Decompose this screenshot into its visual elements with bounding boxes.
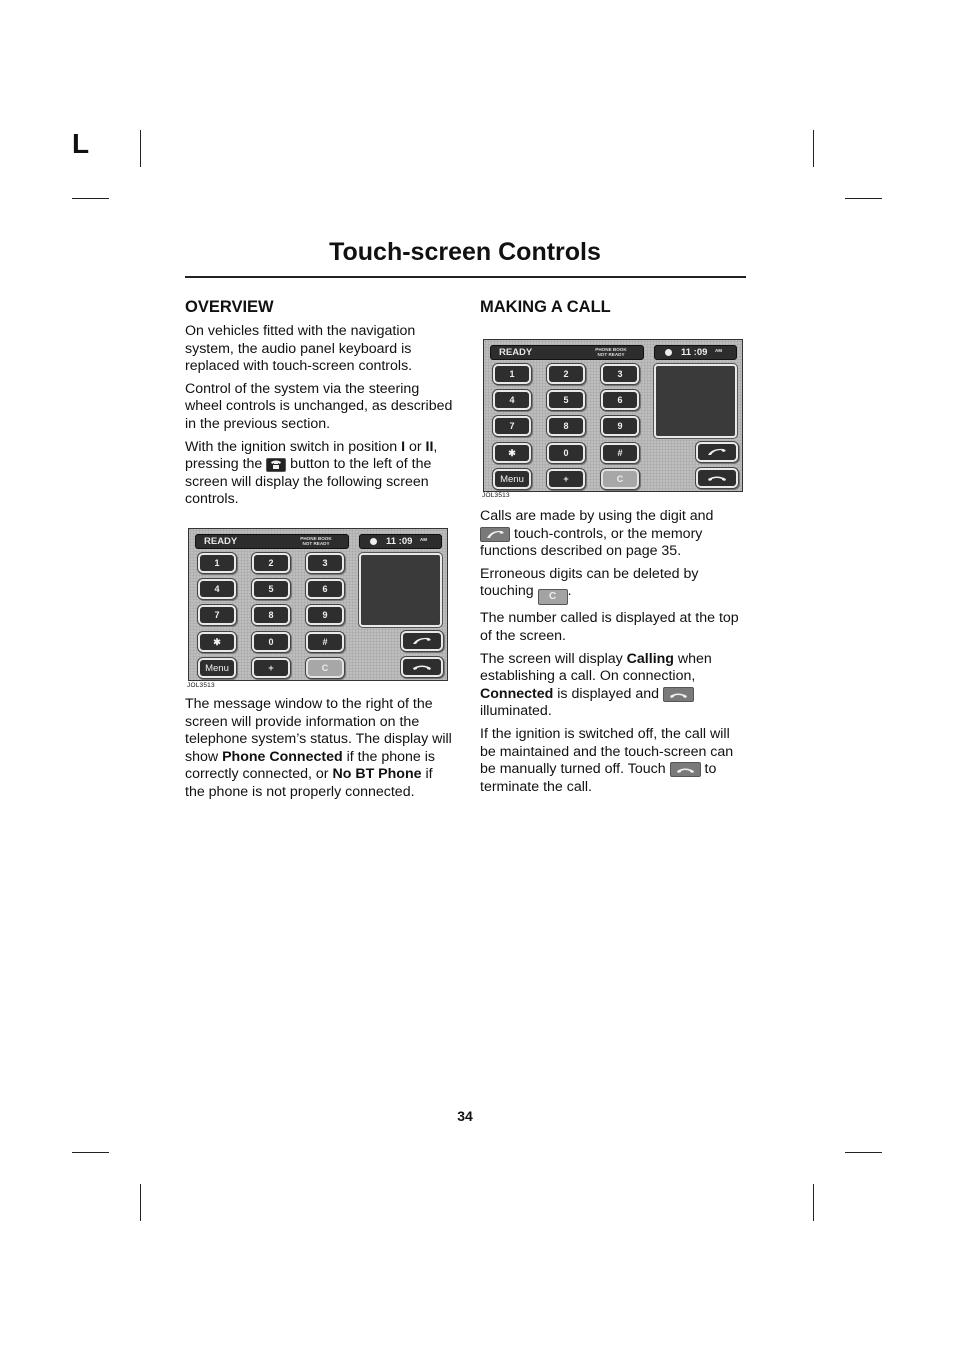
- text-run: Calls are made by using the digit and: [480, 508, 714, 524]
- figure-code: JOL3513: [482, 492, 510, 499]
- figure-code: JOL3513: [187, 682, 215, 689]
- call-handset-icon: [411, 636, 433, 646]
- text-run: button to the left of the screen will display the following screen controls.: [185, 456, 432, 508]
- key-7[interactable]: 7: [198, 605, 236, 625]
- text-run: The message window to the right of the screen will provide information on the telephone system’s status. The display will show: [185, 696, 452, 765]
- key-6[interactable]: 6: [306, 579, 344, 599]
- phonebook-status: [296, 536, 336, 546]
- key-4[interactable]: 4: [198, 579, 236, 599]
- text-run: .: [567, 583, 572, 600]
- clear-button[interactable]: C: [306, 658, 344, 678]
- clear-key-icon: C: [538, 589, 568, 605]
- clock-time: 11 :09: [386, 536, 413, 547]
- end-call-button[interactable]: [696, 468, 738, 488]
- overview-paragraph-2: Control of the system via the steering wheel controls is unchanged, as described in the previous section.: [185, 380, 453, 432]
- telephone-button-icon: [266, 458, 286, 472]
- text-run: is displayed and: [553, 685, 663, 702]
- key-9[interactable]: 9: [306, 605, 344, 625]
- overview-heading: OVERVIEW: [185, 298, 274, 316]
- key-7[interactable]: 7: [493, 416, 531, 436]
- message-window-text: [185, 696, 453, 807]
- clock-time: 11 :09: [681, 347, 708, 358]
- key-0[interactable]: 0: [547, 443, 585, 463]
- page-number: 34: [457, 1108, 473, 1124]
- key-hash[interactable]: #: [306, 632, 344, 652]
- end-call-handset-icon: [670, 762, 701, 777]
- key-0[interactable]: 0: [252, 632, 290, 652]
- crop-mark: [845, 1152, 882, 1153]
- text-run: to terminate the call.: [480, 761, 717, 795]
- phone-touch-screen-figure: [483, 339, 743, 492]
- key-3[interactable]: 3: [306, 553, 344, 573]
- status-bar: [195, 534, 349, 549]
- call-handset-icon: [706, 447, 728, 457]
- text-run: or: [405, 438, 426, 455]
- bold-run: II: [425, 438, 434, 455]
- phonebook-line-1: PHONE BOOK: [300, 536, 332, 541]
- bold-run: Phone Connected: [222, 748, 343, 765]
- key-star[interactable]: ✱: [493, 443, 531, 463]
- key-4[interactable]: 4: [493, 390, 531, 410]
- overview-paragraph-1: On vehicles fitted with the navigation system, the audio panel keyboard is replaced with touch-screen controls.: [185, 323, 416, 375]
- overview-text: [185, 323, 453, 514]
- end-call-button[interactable]: [401, 657, 443, 677]
- status-bar: [490, 345, 644, 360]
- clock-icon: [370, 538, 377, 545]
- key-5[interactable]: 5: [252, 579, 290, 599]
- call-button[interactable]: [696, 442, 738, 462]
- text-run: if the phone is not properly connected.: [185, 766, 433, 800]
- message-window-paragraph: [185, 696, 453, 802]
- status-text: READY: [204, 536, 238, 547]
- message-window: [654, 364, 737, 438]
- message-window: [359, 553, 442, 627]
- key-3[interactable]: 3: [601, 364, 639, 384]
- crop-mark: [140, 1184, 141, 1221]
- text-run: With the ignition switch in position: [185, 438, 402, 455]
- clock-bar: [359, 534, 442, 549]
- phonebook-line-1: PHONE BOOK: [595, 347, 627, 352]
- bold-run: I: [401, 438, 406, 455]
- crop-mark: [72, 198, 109, 199]
- text-run: when establishing a call. On connection,: [480, 650, 712, 685]
- status-text: READY: [499, 347, 533, 358]
- key-star[interactable]: ✱: [198, 632, 236, 652]
- section-letter: L: [72, 128, 90, 159]
- bold-run: No BT Phone: [332, 766, 422, 783]
- key-hash[interactable]: #: [601, 443, 639, 463]
- bold-run: Calling: [626, 650, 674, 667]
- key-1[interactable]: 1: [493, 364, 531, 384]
- overview-paragraph-3: [185, 439, 453, 509]
- text-run: Erroneous digits can be deleted by touching: [480, 565, 699, 600]
- key-9[interactable]: 9: [601, 416, 639, 436]
- bold-run: Connected: [480, 685, 554, 702]
- crop-mark: [140, 130, 141, 167]
- making-call-paragraph-5: [480, 726, 746, 796]
- text-run: touch-controls, or the memory functions described on page 35.: [480, 525, 703, 560]
- making-a-call-text: [480, 508, 746, 801]
- making-a-call-heading: MAKING A CALL: [480, 298, 611, 316]
- clock-ampm: AM: [420, 537, 427, 542]
- key-2[interactable]: 2: [252, 553, 290, 573]
- end-call-handset-icon: [706, 473, 728, 483]
- text-run: The screen will display: [480, 650, 627, 667]
- end-call-handset-icon: [411, 662, 433, 672]
- call-handset-icon: [480, 527, 510, 542]
- phonebook-line-2: NOT READY: [597, 352, 625, 357]
- crop-mark: [813, 130, 814, 167]
- making-call-paragraph-3: The number called is displayed at the top of the screen.: [480, 610, 739, 644]
- phonebook-status: [591, 347, 631, 357]
- making-call-paragraph-2: [480, 566, 746, 606]
- clear-button[interactable]: C: [601, 469, 639, 489]
- menu-button[interactable]: Menu: [493, 469, 531, 489]
- clock-ampm: AM: [715, 348, 722, 353]
- key-1[interactable]: 1: [198, 553, 236, 573]
- key-2[interactable]: 2: [547, 364, 585, 384]
- making-call-paragraph-1: [480, 508, 746, 561]
- plus-button[interactable]: +: [252, 658, 290, 678]
- making-call-paragraph-4: [480, 651, 746, 721]
- key-8[interactable]: 8: [252, 605, 290, 625]
- phone-touch-screen-figure: [188, 528, 448, 681]
- text-run: if the phone is correctly connected, or: [185, 748, 435, 783]
- clock-icon: [665, 349, 672, 356]
- crop-mark: [72, 1152, 109, 1153]
- clock-bar: [654, 345, 737, 360]
- title-rule: [185, 276, 746, 278]
- phonebook-line-2: NOT READY: [302, 541, 330, 546]
- plus-button[interactable]: +: [547, 469, 585, 489]
- call-button[interactable]: [401, 631, 443, 651]
- text-run: illuminated.: [480, 703, 552, 720]
- crop-mark: [813, 1184, 814, 1221]
- key-8[interactable]: 8: [547, 416, 585, 436]
- end-call-handset-icon: [663, 687, 694, 702]
- page-title: Touch-screen Controls: [329, 238, 601, 266]
- key-6[interactable]: 6: [601, 390, 639, 410]
- text-run: If the ignition is switched off, the call will be maintained and the touch-screen can be manually turned off. Touch: [480, 725, 734, 778]
- crop-mark: [845, 198, 882, 199]
- text-run: , pressing the: [185, 438, 438, 473]
- key-5[interactable]: 5: [547, 390, 585, 410]
- menu-button[interactable]: Menu: [198, 658, 236, 678]
